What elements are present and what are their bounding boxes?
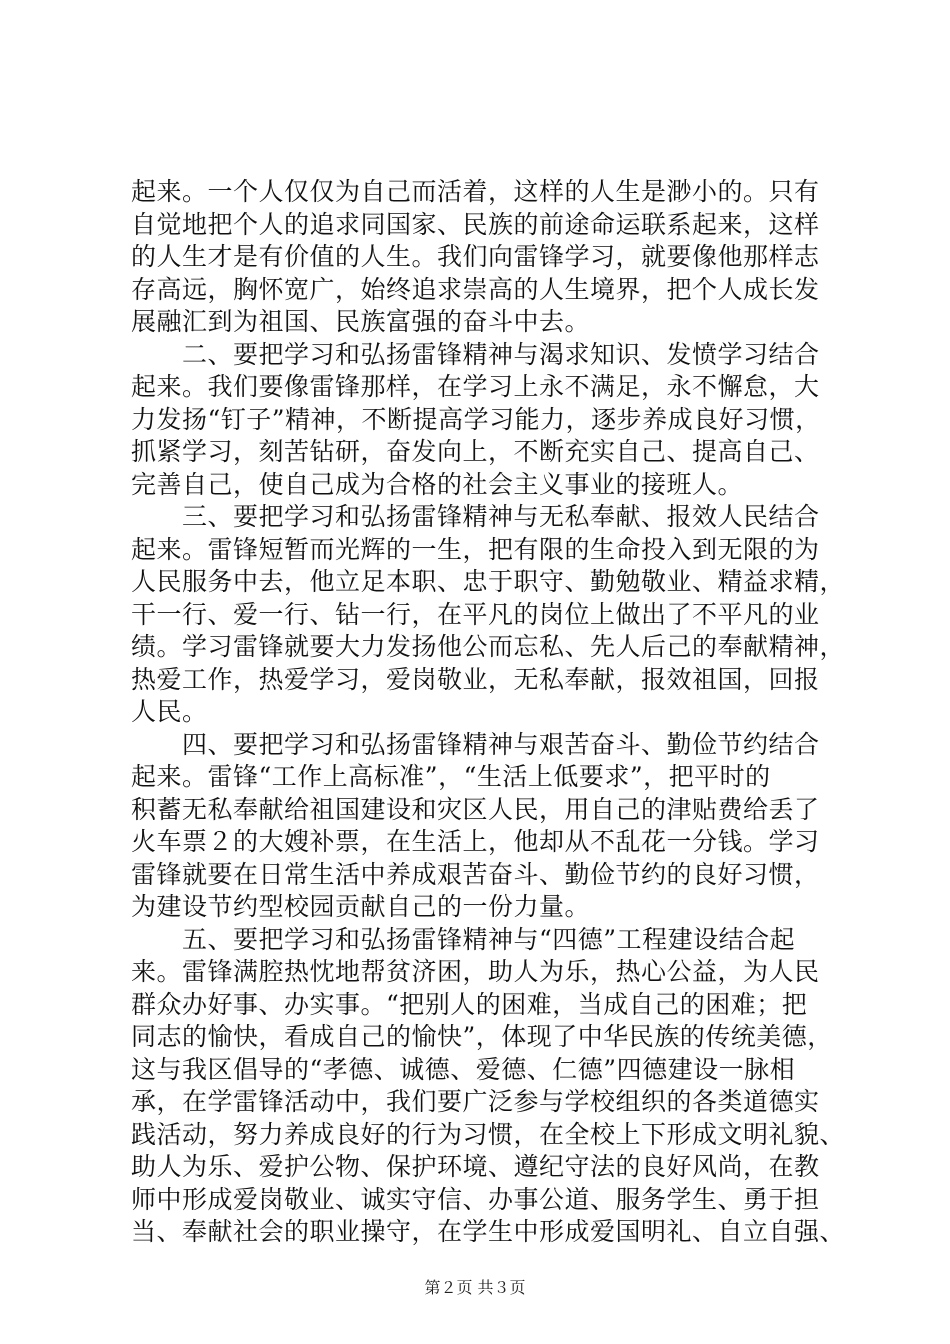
text-line: 起来。雷锋短暂而光辉的一生，把有限的生命投入到无限的为 (131, 534, 820, 564)
text-line: 二、要把学习和弘扬雷锋精神与渴求知识、发愤学习结合 (131, 339, 820, 369)
text-line: 雷锋就要在日常生活中养成艰苦奋斗、勤俭节约的良好习惯， (131, 859, 820, 889)
text-line: 践活动，努力养成良好的行为习惯，在全校上下形成文明礼貌、 (131, 1119, 846, 1149)
text-line: 火车票２的大嫂补票，在生活上，他却从不乱花一分钱。学习 (131, 827, 820, 856)
text-line: 起来。我们要像雷锋那样，在学习上永不满足，永不懈怠，大 (131, 372, 820, 401)
text-line: 存高远，胸怀宽广，始终追求崇高的人生境界，把个人成长发 (131, 274, 820, 304)
text-line: 起来。雷锋“工作上高标准”，“生活上低要求”，把平时的 (131, 762, 771, 791)
text-line: 来。雷锋满腔热忱地帮贫济困，助人为乐，热心公益，为人民 (131, 957, 820, 986)
text-line: 自觉地把个人的追求同国家、民族的前途命运联系起来，这样 (131, 209, 820, 239)
text-line: 群众办好事、办实事。“把别人的困难，当成自己的困难；把 (131, 989, 808, 1019)
text-line: 人民。 (131, 697, 208, 726)
text-line: 干一行、爱一行、钻一行，在平凡的岗位上做出了不平凡的业 (131, 599, 820, 629)
text-line: 起来。一个人仅仅为自己而活着，这样的人生是渺小的。只有 (131, 177, 820, 206)
page-number-footer: 第２页 共３页 (424, 1278, 526, 1297)
text-line: 的人生才是有价值的人生。我们向雷锋学习，就要像他那样志 (131, 242, 820, 271)
text-line: 绩。学习雷锋就要大力发扬他公而忘私、先人后己的奉献精神， (131, 632, 846, 661)
text-line: 展融汇到为祖国、民族富强的奋斗中去。 (131, 307, 591, 336)
text-line: 四、要把学习和弘扬雷锋精神与艰苦奋斗、勤俭节约结合 (131, 729, 820, 759)
text-line: 承，在学雷锋活动中，我们要广泛参与学校组织的各类道德实 (131, 1087, 820, 1116)
text-line: 积蓄无私奉献给祖国建设和灾区人民，用自己的津贴费给丢了 (131, 794, 820, 824)
text-line: 助人为乐、爱护公物、保护环境、遵纪守法的良好风尚，在教 (131, 1152, 820, 1181)
text-line: 师中形成爱岗敬业、诚实守信、办事公道、服务学生、勇于担 (131, 1184, 820, 1214)
text-line: 同志的愉快，看成自己的愉快”，体现了中华民族的传统美德， (131, 1022, 833, 1051)
text-line: 这与我区倡导的“孝德、诚德、爱德、仁德”四德建设一脉相 (131, 1054, 796, 1084)
text-line: 热爱工作，热爱学习，爱岗敬业，无私奉献，报效祖国，回报 (131, 664, 820, 694)
text-line: 三、要把学习和弘扬雷锋精神与无私奉献、报效人民结合 (131, 502, 820, 531)
text-line: 人民服务中去，他立足本职、忠于职守、勤勉敬业、精益求精， (131, 567, 846, 596)
text-line: 为建设节约型校园贡献自己的一份力量。 (131, 892, 591, 921)
body-text (131, 176, 846, 1249)
text-line: 力发扬“钉子”精神，不断提高学习能力，逐步养成良好习惯， (131, 404, 821, 434)
text-line: 完善自己，使自己成为合格的社会主义事业的接班人。 (131, 469, 744, 499)
text-line: 抓紧学习，刻苦钻研，奋发向上，不断充实自己、提高自己、 (131, 437, 820, 466)
text-line: 当、奉献社会的职业操守，在学生中形成爱国明礼、自立自强、 (131, 1217, 846, 1246)
text-line: 五、要把学习和弘扬雷锋精神与“四德”工程建设结合起 (131, 924, 796, 954)
